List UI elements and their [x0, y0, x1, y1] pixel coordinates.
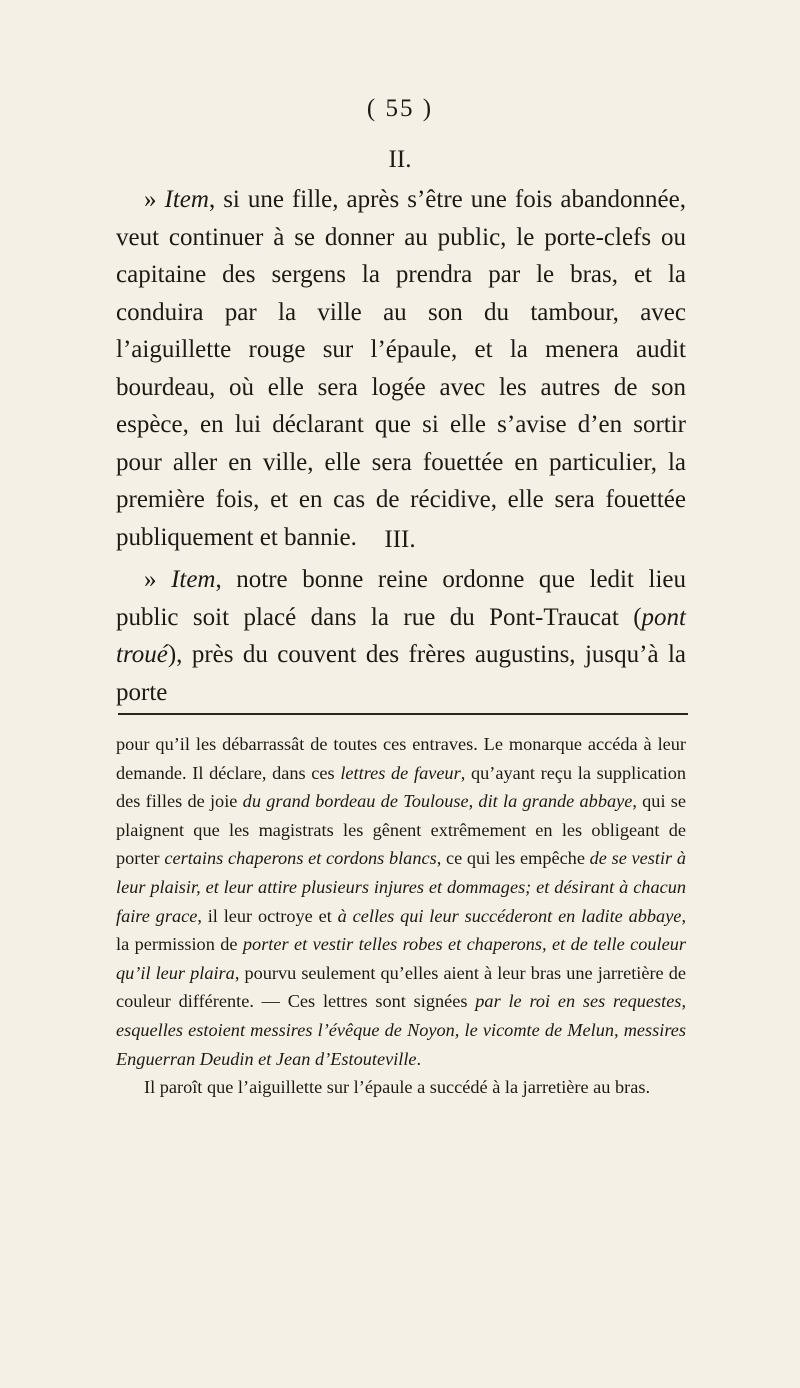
text-run: ,	[468, 791, 479, 812]
footnote	[116, 730, 686, 1102]
italic-text-run: lettres de faveur	[340, 762, 461, 783]
text-run: , pourvu seulement qu’elles aient à leur bras une jarretière de couleur différente. — Ces lettres sont signées	[116, 962, 686, 1012]
text-run: , ce qui les empêche	[436, 848, 590, 869]
page-number: ( 55 )	[366, 95, 434, 122]
section-ii-text	[116, 181, 686, 556]
text-run: , notre bonne reine ordonne que ledit lieu public soit placé dans la rue du Pont-Traucat (	[116, 566, 686, 631]
text-run: , qui se plaignent que les magistrats les gênent extrêmement en les obligeant de porter	[116, 791, 687, 869]
italic-text-run: Item	[171, 566, 216, 593]
section-ii-paragraph	[116, 181, 686, 556]
section-heading-iii: III.	[384, 526, 416, 553]
text-run: , la permission de	[116, 905, 687, 955]
text-run: , si une fille, après s’être une fois abandonnée, veut continuer à se donner au public, le porte-clefs ou capitaine des sergens la prendra par le bras, et la conduira par la ville au son du tambour, avec l’aiguillette rouge sur l’épaule, et la menera audit bourdeau, où elle sera logée avec les autres de son espèce, en lui déclarant que si elle s’avise d’en sortir pour aller en ville, elle sera fouettée en particulier, la première fois, et en cas de récidive, elle sera fouettée publiquement et bannie.	[116, 186, 687, 551]
italic-text-run: porter et vestir telles robes et chaperons, et de telle couleur qu’il leur plaira	[116, 934, 687, 983]
text-run: , qu’ayant reçu la supplication des filles de joie	[116, 762, 686, 812]
italic-text-run: esquelles estoient messires l’évêque de Noyon, le vicomte de Melun, messires Enguerran Deudin et Jean d’Estouteville	[116, 1019, 686, 1069]
text-run: ), près du couvent des frères augustins, jusqu’à la porte	[116, 641, 686, 706]
text-run: Il paroît que l’aiguillette sur l’épaule a succédé à la jarretière au bras.	[144, 1077, 651, 1098]
text-run: »	[144, 566, 172, 593]
italic-text-run: à celles qui leur succéderont en ladite abbaye	[337, 905, 682, 926]
italic-text-run: du grand bordeau de Toulouse	[242, 791, 469, 812]
italic-text-run: par le roi en ses requestes	[475, 991, 682, 1012]
footnote-paragraph-final	[116, 1073, 686, 1102]
text-run: »	[144, 186, 165, 213]
text-run: pour qu’il les débarrassât de toutes ces entraves. Le monarque accéda à leur demande. Il déclare, dans ces	[116, 734, 686, 783]
italic-text-run: dit la grande abbaye	[478, 791, 633, 812]
section-iii-text	[116, 561, 686, 711]
footnote-divider	[118, 713, 688, 715]
italic-text-run: pont troué	[116, 603, 686, 668]
italic-text-run: de se vestir à leur plaisir, et leur attire plusieurs injures et dommages; et désirant à chacun faire grace	[116, 848, 686, 926]
text-run: .	[416, 1048, 422, 1069]
italic-text-run: certains chaperons et cordons blancs	[164, 848, 437, 869]
text-run: ,	[681, 991, 687, 1012]
footnote-paragraph	[116, 730, 686, 1073]
text-run: , il leur octroye et	[197, 905, 338, 926]
italic-text-run: Item	[164, 186, 209, 213]
section-iii-paragraph	[116, 561, 686, 711]
section-heading-ii: II.	[388, 146, 412, 173]
